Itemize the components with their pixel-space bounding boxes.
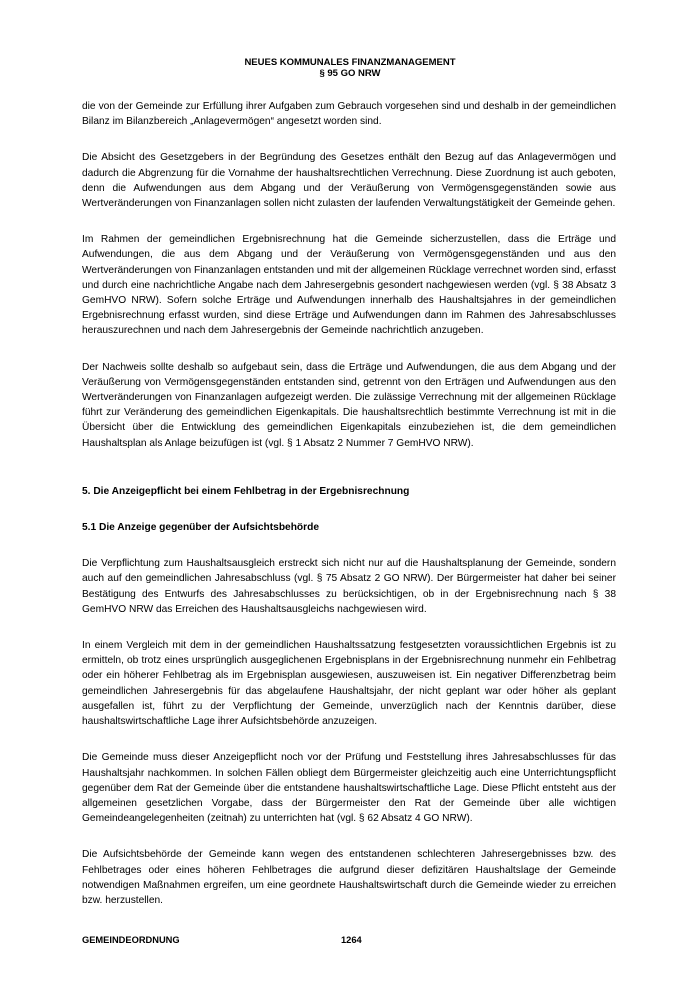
- page-number: 1264: [341, 935, 362, 945]
- paragraph-6: In einem Vergleich mit dem in der gemeindlichen Haushaltssatzung festgesetzten voraussichtlichen Ergebnis ist zu ermitteln, ob trotz eines ursprünglich ausgeglichenen Ergebnisplans in der Ergebnisrechnung nunmehr ein Fehlbetrag oder ein höherer Fehlbetrag als im Ergebnisplan ausgewiesen, auszuweisen ist. Ein negativer Differenzbetrag beim gemeindlichen Jahresergebnis für das abgelaufene Haushaltsjahr, der nicht geplant war oder höher als geplant ausgefallen ist, führt zu der Verpflichtung der Gemeinde, unverzüglich nach der Kenntnis darüber, diese haushaltswirtschaftliche Lage ihrer Aufsichtsbehörde anzuzeigen.: [82, 640, 616, 728]
- paragraph-7: Die Gemeinde muss dieser Anzeigepflicht noch vor der Prüfung und Feststellung ihres Jahresabschlusses für das Haushaltsjahr nachkommen. In solchen Fällen obliegt dem Bürgermeister gleichzeitig auch eine Unterrichtungspflicht gegenüber dem Rat der Gemeinde über die entstandene haushaltswirtschaftliche Lage. Diese Pflicht entsteht aus der allgemeinen gesetzlichen Vorgabe, dass der Bürgermeister den Rat der Gemeinde über alle wichtigen Gemeindeangelegenheiten (zeitnah) zu unterrichten hat (vgl. § 62 Absatz 4 GO NRW).: [82, 752, 616, 825]
- page-header: [0, 57, 700, 79]
- footer-title: GEMEINDEORDNUNG: [82, 935, 180, 945]
- paragraph-3: Im Rahmen der gemeindlichen Ergebnisrechnung hat die Gemeinde sicherzustellen, dass die Erträge und Aufwendungen, die aus dem Abgang und der Veräußerung von Vermögensgegenständen und aus den Wertveränderungen von Finanzanlagen entstanden und mit der allgemeinen Rücklage verrechnet worden sind, erfasst und durch eine nachrichtliche Angabe nach dem Jahresergebnis gesondert nachgewiesen werden (vgl. § 38 Absatz 3 GemHVO NRW). Sofern solche Erträge und Aufwendungen innerhalb des Haushaltsjahres in der gemeindlichen Ergebnisrechnung erfasst wurden, sind diese Erträge und Aufwendungen dann im Rahmen des Jahresabschlusses herauszurechnen und nach dem Jahresergebnis der Gemeinde nachrichtlich anzugeben.: [82, 234, 616, 337]
- paragraph-1: die von der Gemeinde zur Erfüllung ihrer Aufgaben zum Gebrauch vorgesehen sind und deshalb in der gemeindlichen Bilanz im Bilanzbereich „Anlagevermögen“ angesetzt worden sind.: [82, 101, 616, 128]
- header-section: § 95 GO NRW: [319, 68, 381, 79]
- page-body: [82, 99, 616, 908]
- header-title: NEUES KOMMUNALES FINANZMANAGEMENT: [244, 57, 456, 68]
- subsection-heading-5-1: 5.1 Die Anzeige gegenüber der Aufsichtsbehörde: [82, 522, 320, 534]
- paragraph-5: Die Verpflichtung zum Haushaltsausgleich erstreckt sich nicht nur auf die Haushaltsplanung der Gemeinde, sondern auch auf den gemeindlichen Jahresabschluss (vgl. § 75 Absatz 2 GO NRW). Der Bürgermeister hat daher bei seiner Bestätigung des Entwurfs des Jahresabschlusses zu berücksichtigen, ob in der Ergebnisrechnung nach § 38 GemHVO NRW das Erreichen des Haushaltsausgleichs nachgewiesen wird.: [82, 558, 616, 615]
- paragraph-8: Die Aufsichtsbehörde der Gemeinde kann wegen des entstandenen schlechteren Jahresergebnisses bzw. des Fehlbetrages oder eines höheren Fehlbetrages die aufgrund dieser defizitären Haushaltslage der Gemeinde notwendigen Maßnahmen ergreifen, um eine geordnete Haushaltswirtschaft durch die Gemeinde wieder zu erreichen bzw. herzustellen.: [82, 849, 616, 906]
- section-heading-5: 5. Die Anzeigepflicht bei einem Fehlbetrag in der Ergebnisrechnung: [82, 485, 410, 497]
- paragraph-2: Die Absicht des Gesetzgebers in der Begründung des Gesetzes enthält den Bezug auf das Anlagevermögen und dadurch die Abgrenzung für die Vornahme der haushaltsrechtlichen Verrechnung. Diese Zuordnung ist auch geboten, denn die Aufwendungen aus dem Abgang und der Veräußerung von Vermögensgegenständen sowie aus Wertveränderungen von Finanzanlagen sollen nicht zulasten der laufenden Verwaltungstätigkeit der Gemeinde gehen.: [82, 152, 616, 210]
- paragraph-4: Der Nachweis sollte deshalb so aufgebaut sein, dass die Erträge und Aufwendungen, die aus dem Abgang und der Veräußerung von Vermögensgegenständen entstanden sind, getrennt von den Erträgen und Aufwendungen aus den Wertveränderungen von Finanzanlagen aufgezeigt werden. Die zulässige Verrechnung mit der allgemeinen Rücklage führt zur Veränderung des gemeindlichen Eigenkapitals. Die haushaltsrechtlich bestimmte Verrechnung ist mit in die Übersicht über die Entwicklung des gemeindlichen Eigenkapitals einzubeziehen ist, die dem gemeindlichen Haushaltsplan als Anlage beizufügen ist (vgl. § 1 Absatz 2 Nummer 7 GemHVO NRW).: [82, 361, 616, 449]
